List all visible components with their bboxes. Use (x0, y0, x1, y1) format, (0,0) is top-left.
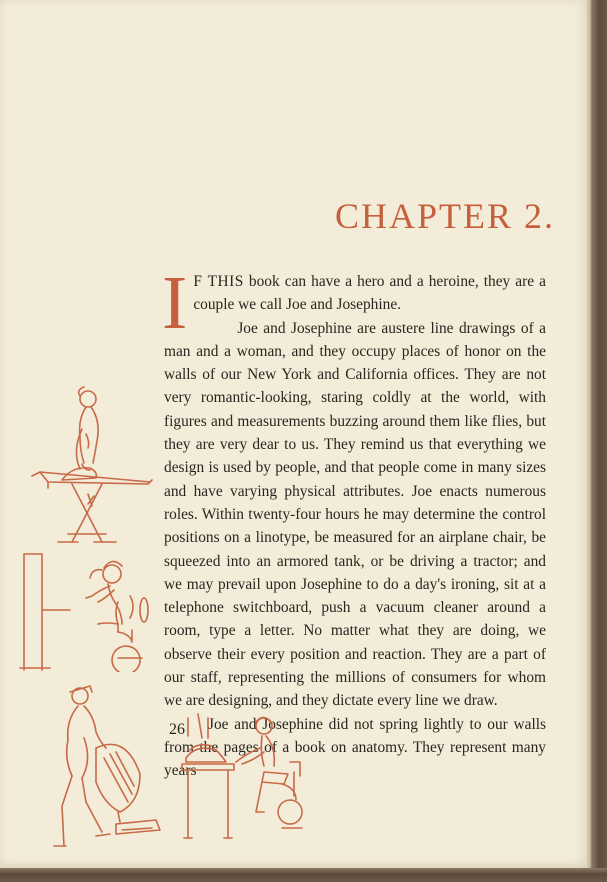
paragraph-1 (162, 261, 546, 345)
page-number: 26 (169, 721, 185, 738)
paragraph-1-text: book can have a hero and a heroine, they are a couple we call Joe and Josephine. (193, 273, 546, 314)
lead-in: F THIS (193, 273, 244, 290)
book-bottom-edge (0, 868, 607, 882)
paragraph-2: Joe and Josephine are austere line drawings of a man and a woman, and they occupy places of honor on the walls of our New York and California offices. They are not very romantic-looking, staring coldly at the world, with figures and measurements buzzing around them like flies, but they are very dear to us. They remind us that everything we design is used by people, and that people come in many sizes and have varying physical attributes. Joe enacts numerous roles. Within twenty-four hours he may determine the control positions on a linotype, be measured for an airplane chair, be squeezed into an armored tank, or be driving a tractor; and we may prevail upon Josephine to do a day's ironing, sit at a telephone switchboard, push a vacuum cleaner around a room, type a letter. No matter what they are doing, we observe their every position and reaction. They are a part of our staff, representing the millions of consumers for whom we are designing, and they dictate every line we draw. (164, 319, 546, 710)
paragraph-3: Joe and Josephine did not spring lightly to our walls from the pages of a book on anatomy. They represent many years (164, 715, 546, 780)
woman-vacuuming-icon (24, 678, 174, 848)
woman-at-switchboard-icon (18, 550, 158, 672)
drop-cap: I (162, 261, 188, 345)
chapter-heading: CHAPTER 2. (334, 196, 555, 236)
book-binding-edge (587, 0, 607, 882)
woman-ironing-icon (28, 384, 163, 544)
woman-typing-icon (178, 712, 313, 850)
body-text (162, 261, 546, 783)
